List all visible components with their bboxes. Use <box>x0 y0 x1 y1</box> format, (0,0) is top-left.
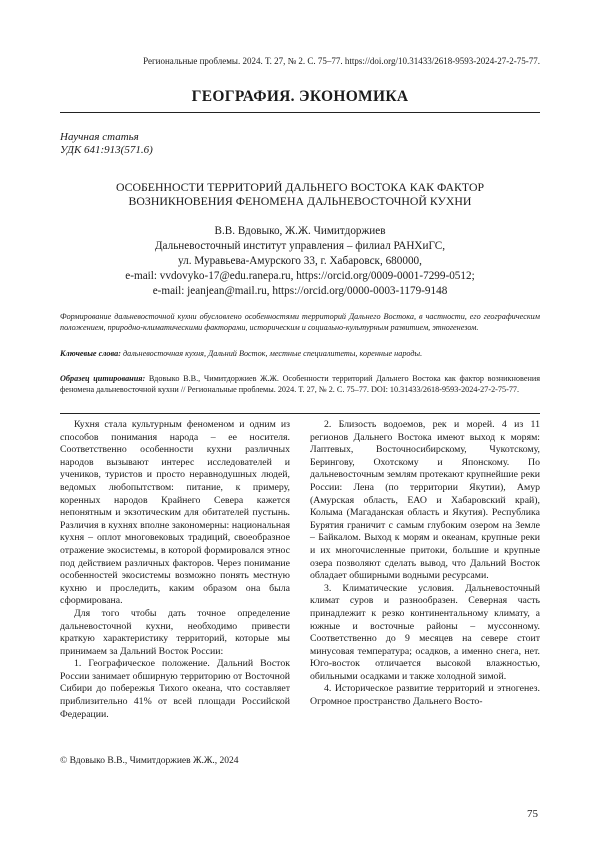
article-type: Научная статья <box>60 131 139 143</box>
body-paragraph: Кухня стала культурным феноменом и одним из способов понимания народа – ее носителя. Соответственно особенности кухни различных народов вызывают интерес исследователей и учеников, туристов и просто неравнодушных людей, ведомых любопытством: питание, к примеру, коренных народов Крайнего Севера кажется непонятным и экзотическим для обитателей пустынь. Различия в кухнях вполне закономерны: национальная кухня – оплот многовековых традиций, своеобразное отражение экосистемы, в которой формировался этнос под действием различных факторов. Через понимание особенностей экосистемы возможно понять местную кухню и проследить, каким образом она была сформирована. <box>60 419 290 607</box>
running-head: Региональные проблемы. 2024. Т. 27, № 2. С. 75–77. https://doi.org/10.31433/2618-9593-2024-27-2-75-77. <box>143 56 540 66</box>
page-number: 75 <box>527 808 538 820</box>
body-divider <box>60 413 540 414</box>
author-block <box>60 224 540 299</box>
article-title-line-2: ВОЗНИКНОВЕНИЯ ФЕНОМЕНА ДАЛЬНЕВОСТОЧНОЙ КУХНИ <box>128 194 472 208</box>
body-column-left <box>60 419 290 721</box>
author-email-2[interactable]: e-mail: jeanjean@mail.ru, https://orcid.org/0000-0003-1179-9148 <box>152 285 448 297</box>
keywords <box>60 348 540 359</box>
body-paragraph: Для того чтобы дать точное определение дальневосточной кухни, необходимо привести краткую характеристику территорий, которые мы принимаем за Дальний Восток России: <box>60 607 290 657</box>
body-paragraph: 2. Близость водоемов, рек и морей. 4 из 11 регионов Дальнего Востока имеют выход к морям: Лаптевых, Восточносибирскому, Чукотскому, Берингову, Охотскому и Японскому. По дальневосточным землям протекают крупнейшие реки России: Лена (по территории Якутии), Амур (Амурская область, ЕАО и Хабаровский край), Колыма (Магаданская область и Якутия). Республика Бурятия граничит с самым глубоким озером на Земле – Байкалом. Выход к морям и океанам, крупные реки и их многочисленные притоки, большие и крупные озера позволяют сделать вывод, что Дальний Восток обладает обширными водными ресурсами. <box>310 419 540 582</box>
keywords-label: Ключевые слова: <box>60 349 121 358</box>
citation-label: Образец цитирования: <box>60 374 146 383</box>
body-column-right <box>310 419 540 709</box>
address: ул. Муравьева-Амурского 33, г. Хабаровск, 680000, <box>178 255 422 267</box>
citation-text: Вдовыко В.В., Чимитдоржиев Ж.Ж. Особенности территорий Дальнего Востока как фактор возникновения феномена дальневосточной кухни // Региональные проблемы. 2024. Т. 27, № 2. С. 75–77. DOI: 10.31433/2618-9593-2024-27-2-75-77. <box>60 374 540 394</box>
article-title <box>60 180 540 208</box>
body-paragraph: 3. Климатические условия. Дальневосточный климат суров и разнообразен. Северная часть принадлежит к резко континентальному климату, а южные и восточные районы – муссонному. Соответственно до 9 месяцев на севере стоит минусовая температура; осадков, а именно снега, нет. Юго-восток отличается высокой влажностью, обильными осадками и также холодной зимой. <box>310 582 540 682</box>
article-title-line-1: ОСОБЕННОСТИ ТЕРРИТОРИЙ ДАЛЬНЕГО ВОСТОКА КАК ФАКТОР <box>115 180 485 194</box>
authors: В.В. Вдовыко, Ж.Ж. Чимитдоржиев <box>214 225 386 237</box>
section-title: ГЕОГРАФИЯ. ЭКОНОМИКА <box>191 88 409 105</box>
citation <box>60 373 540 395</box>
section-divider <box>60 112 540 113</box>
udk-code: УДК 641:913(571.6) <box>60 144 153 156</box>
body-paragraph: 4. Историческое развитие территорий и этногенез. Огромное пространство Дальнего Восто- <box>310 683 540 708</box>
copyright: © Вдовыко В.В., Чимитдоржиев Ж.Ж., 2024 <box>60 756 239 766</box>
affiliation: Дальневосточный институт управления – филиал РАНХиГС, <box>154 240 446 252</box>
body-paragraph: 1. Географическое положение. Дальний Восток России занимает обширную территорию от Восточной Сибири до побережья Тихого океана, что составляет приблизительно 41% от всей площади Российской Федерации. <box>60 658 290 720</box>
article-meta <box>60 131 153 157</box>
keywords-text: дальневосточная кухня, Дальний Восток, местные специалитеты, коренные народы. <box>120 349 423 358</box>
abstract: Формирование дальневосточной кухни обусловлено особенностями территорий Дальнего Востока, в частности, его географическим положением, природно-климатическими факторами, историческим и социально-культурным развитием, этногенезом. <box>60 312 540 332</box>
author-email-1[interactable]: e-mail: vvdovyko-17@edu.ranepa.ru, https://orcid.org/0009-0001-7299-0512; <box>125 270 475 282</box>
